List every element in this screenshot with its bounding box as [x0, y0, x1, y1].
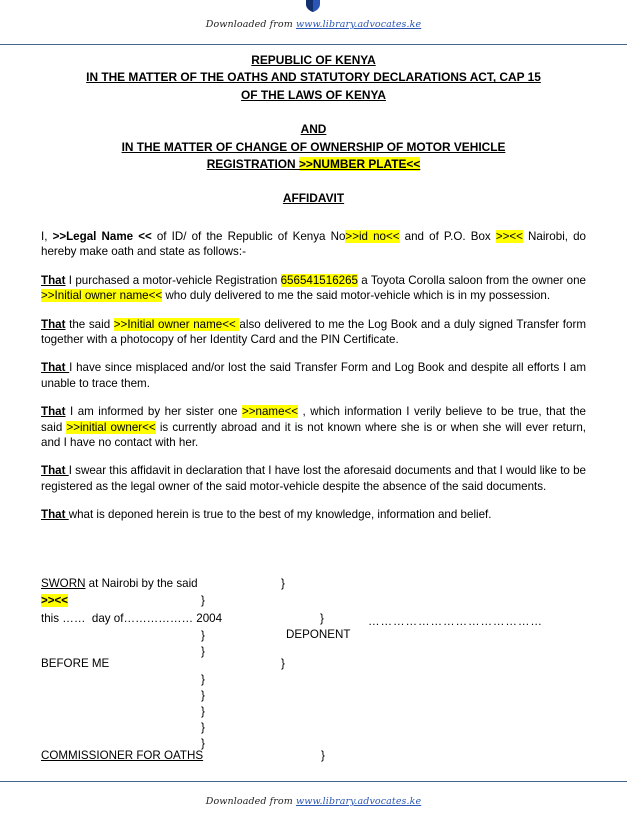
- that-keyword: That: [41, 317, 66, 331]
- jurat-brace: }: [201, 629, 205, 642]
- paragraph-that-5: [41, 463, 586, 494]
- sworn-name-placeholder: >><<: [41, 594, 69, 607]
- before-me-label: BEFORE ME: [41, 657, 110, 670]
- that6-text-1: what is deponed herein is true to the best of my knowledge, information and belief.: [68, 508, 492, 522]
- matter-line-ownership: IN THE MATTER OF CHANGE OF OWNERSHIP OF MOTOR VEHICLE: [121, 139, 506, 154]
- affidavit-heading: AFFIDAVIT: [282, 191, 345, 206]
- registration-label: REGISTRATION: [206, 156, 299, 171]
- paragraph-intro: [41, 229, 586, 260]
- initial-owner-placeholder: >>initial owner<<: [66, 420, 156, 434]
- title-line-act: IN THE MATTER OF THE OATHS AND STATUTORY DECLARATIONS ACT, CAP 15: [86, 70, 541, 85]
- court-title-block: [41, 52, 586, 104]
- intro-text-3: and of P.O. Box: [399, 229, 496, 243]
- that-keyword: That: [41, 273, 66, 287]
- intro-text-1: I,: [41, 229, 53, 243]
- paragraph-that-4: [41, 404, 586, 450]
- shield-logo-icon: [305, 0, 321, 12]
- sworn-rest-text: at Nairobi by the said: [85, 577, 198, 590]
- jurat-brace: }: [320, 612, 324, 625]
- matter-title-block: [41, 121, 586, 173]
- that5-text-1: I swear this affidavit in declaration that I have lost the aforesaid documents and that I would like to be registered as the legal owner of the said motor-vehicle despite the absence of the said documents.: [41, 464, 587, 493]
- that-keyword: That: [41, 405, 66, 419]
- that4-text-2: , which information I verily believe to be true, that the said: [41, 405, 586, 434]
- deponent-label: DEPONENT: [286, 628, 351, 641]
- intro-text-4: Nairobi, do hereby make oath and state as follows:-: [41, 229, 586, 259]
- that-keyword: That: [41, 464, 69, 478]
- page-footer: [0, 781, 627, 827]
- jurat-brace: }: [201, 594, 205, 607]
- that1-text-1: I purchased a motor-vehicle Registration: [65, 273, 281, 287]
- header-download-notice: [0, 19, 627, 30]
- jurat-brace: }: [281, 657, 285, 670]
- paragraph-that-6: [41, 507, 586, 522]
- page-header: [0, 0, 627, 45]
- number-plate-placeholder: >>NUMBER PLATE<<: [298, 156, 421, 171]
- jurat-brace: }: [201, 721, 205, 734]
- that4-text-1: I am informed by her sister one: [65, 405, 242, 419]
- id-no-placeholder: >>id no<<: [345, 229, 400, 243]
- jurat-brace: }: [201, 737, 205, 750]
- sister-name-placeholder: >>name<<: [241, 405, 299, 419]
- title-line-republic: REPUBLIC OF KENYA: [251, 53, 376, 67]
- header-download-prefix: Downloaded from: [205, 19, 296, 30]
- initial-owner-placeholder: >>Initial owner name<<: [41, 289, 163, 303]
- initial-owner-placeholder: >>Initial owner name<<: [113, 317, 240, 331]
- jurat-brace: }: [201, 673, 205, 686]
- that-keyword: That: [41, 361, 70, 375]
- po-box-placeholder: >><<: [495, 229, 523, 243]
- footer-library-link[interactable]: www.library.advocates.ke: [295, 796, 422, 807]
- sworn-name-placeholder-row: [41, 595, 68, 607]
- that-keyword: That: [41, 508, 69, 522]
- that1-text-3: who duly delivered to me the said motor-vehicle which is in my possession.: [162, 289, 551, 303]
- matter-line-registration: [41, 156, 586, 173]
- sworn-keyword: SWORN: [41, 577, 86, 590]
- footer-download-prefix: Downloaded from: [205, 796, 296, 807]
- that1-text-2: a Toyota Corolla saloon from the owner one: [357, 273, 586, 287]
- paragraph-that-3: [41, 360, 586, 391]
- jurat-brace: }: [201, 689, 205, 702]
- title-line-laws: OF THE LAWS OF KENYA: [241, 87, 386, 102]
- document-body: [41, 52, 586, 523]
- that4-text-3: is currently abroad and it is not known where she is or when she will ever return, and I have no contact with her.: [41, 420, 586, 450]
- sworn-date-line: this …… day of……………… 2004: [41, 612, 223, 625]
- that2-text-2: also delivered to me the Log Book and a duly signed Transfer form together with a photocopy of her Identity Card and the PIN Certificate.: [41, 317, 586, 346]
- deponent-signature-line: ……………………………………: [368, 615, 543, 628]
- header-library-link[interactable]: www.library.advocates.ke: [295, 19, 422, 30]
- sworn-line: [41, 578, 198, 590]
- paragraph-that-2: [41, 317, 586, 348]
- jurat-brace: }: [281, 577, 285, 590]
- paragraph-that-1: [41, 273, 586, 304]
- commissioner-for-oaths-label: COMMISSIONER FOR OATHS: [41, 749, 204, 762]
- and-label: AND: [300, 122, 327, 137]
- legal-name-placeholder: >>Legal Name <<: [52, 229, 152, 243]
- jurat-brace: }: [321, 749, 325, 762]
- footer-download-notice: [0, 796, 627, 807]
- jurat-brace: }: [201, 705, 205, 718]
- registration-number-value: 656541516265: [280, 273, 358, 287]
- that3-text-1: I have since misplaced and/or lost the said Transfer Form and Log Book and despite all efforts I am unable to trace them.: [41, 361, 586, 390]
- intro-text-2: of ID/ of the Republic of Kenya No: [151, 229, 346, 243]
- jurat-brace: }: [201, 645, 205, 658]
- that2-text-1: the said: [65, 317, 114, 331]
